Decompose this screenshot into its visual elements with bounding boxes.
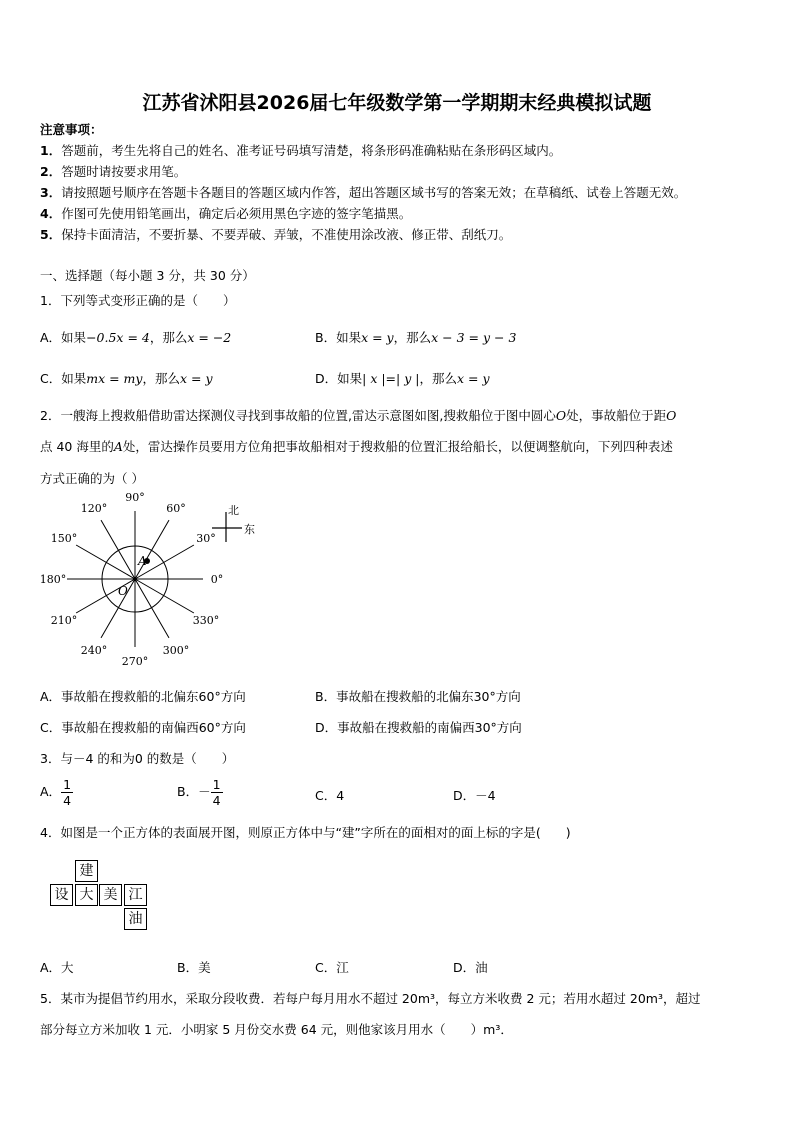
radar-ray bbox=[76, 545, 135, 579]
question-1-stem: 1．下列等式变形正确的是（ ） bbox=[40, 293, 236, 308]
compass-east-label: 东 bbox=[244, 523, 255, 536]
option-text: D．如果 bbox=[315, 371, 363, 386]
math-expr: x − 3 = y − 3 bbox=[431, 330, 517, 345]
fraction-denominator: 4 bbox=[63, 793, 72, 808]
q3-option-c: C．4 bbox=[315, 788, 345, 803]
note-text: 保持卡面清洁，不要折暴、不要弄破、弄皱，不准使用涂改液、修正带、刮纸刀。 bbox=[61, 227, 512, 242]
radar-ray bbox=[135, 579, 194, 613]
radar-angle-label: 90° bbox=[125, 491, 145, 504]
fraction-denominator: 4 bbox=[212, 793, 221, 808]
math-expr: x = y bbox=[180, 371, 213, 386]
section-heading: 一、选择题（每小题 3 分，共 30 分） bbox=[40, 268, 255, 283]
fraction bbox=[211, 777, 223, 808]
notes-heading: 注意事项： bbox=[40, 122, 103, 137]
option-text: ，那么 bbox=[419, 371, 457, 386]
radar-ray bbox=[135, 579, 169, 638]
q3-option-d: D．－4 bbox=[453, 788, 496, 803]
q2-option-b: B．事故船在搜救船的北偏东30°方向 bbox=[315, 689, 521, 704]
note-item-5 bbox=[40, 225, 511, 243]
cube-face-you: 油 bbox=[124, 908, 147, 930]
fraction-numerator: 1 bbox=[212, 777, 221, 792]
math-expr: x = y bbox=[361, 330, 394, 345]
question-text: 2．一艘海上搜救船借助雷达探测仪寻找到事故船的位置,雷达示意图如图,搜救船位于图中圆心 bbox=[40, 408, 556, 423]
radar-angle-label: 150° bbox=[50, 532, 78, 545]
note-num: 1． bbox=[40, 143, 62, 158]
compass-icon bbox=[206, 500, 266, 550]
compass-north-label: 北 bbox=[228, 504, 239, 517]
radar-angle-label: 300° bbox=[162, 644, 190, 657]
question-text: 处，事故船位于距 bbox=[566, 408, 667, 423]
radar-ray bbox=[101, 520, 135, 579]
note-num: 4． bbox=[40, 206, 62, 221]
radar-angle-label: 210° bbox=[50, 614, 78, 627]
note-item-4 bbox=[40, 204, 411, 222]
q4-option-d: D．油 bbox=[453, 960, 488, 975]
question-2-line-3: 方式正确的为（ ） bbox=[40, 471, 144, 486]
math-expr: x = −2 bbox=[187, 330, 232, 345]
math-expr: A bbox=[113, 439, 123, 454]
option-text: A．如果 bbox=[40, 330, 87, 345]
cube-face-jian: 建 bbox=[75, 860, 98, 882]
question-5-line-2: 部分每立方米加收 1 元．小明家 5 月份交水费 64 元，则他家该月用水（ ）m³． bbox=[40, 1022, 513, 1037]
question-text: 处，雷达操作员要用方位角把事故船相对于搜救船的位置汇报给船长，以便调整航向，下列四种表述 bbox=[122, 439, 673, 454]
math-expr: x = y bbox=[456, 371, 490, 386]
math-expr: −0.5x = 4 bbox=[86, 330, 150, 345]
page-title: 江苏省沭阳县2026届七年级数学第一学期期末经典模拟试题 bbox=[142, 92, 652, 114]
q3-option-a bbox=[40, 775, 73, 809]
q2-option-c: C．事故船在搜救船的南偏西60°方向 bbox=[40, 720, 246, 735]
question-3-stem: 3．与－4 的和为0 的数是（ ） bbox=[40, 751, 235, 766]
question-2-line-1 bbox=[40, 406, 676, 424]
question-2-line-2 bbox=[40, 437, 673, 455]
note-item-2 bbox=[40, 162, 186, 180]
note-text: 请按照题号顺序在答题卡各题目的答题区域内作答，超出答题区域书写的答案无效；在草稿纸、试卷上答题无效。 bbox=[61, 185, 687, 200]
math-expr: mx = my bbox=[86, 371, 143, 386]
question-5-line-1: 5．某市为提倡节约用水，采取分段收费．若每户每月用水不超过 20m³，每立方米收费 2 元；若用水超过 20m³，超过 bbox=[40, 991, 701, 1006]
radar-angle-label: 270° bbox=[121, 655, 149, 668]
q2-option-d: D．事故船在搜救船的南偏西30°方向 bbox=[315, 720, 522, 735]
note-num: 5． bbox=[40, 227, 62, 242]
cube-face-mei: 美 bbox=[99, 884, 122, 906]
q4-option-a: A．大 bbox=[40, 960, 74, 975]
q4-option-b: B．美 bbox=[177, 960, 211, 975]
note-item-1 bbox=[40, 141, 561, 159]
math-expr: O bbox=[555, 408, 567, 423]
radar-angle-label: 30° bbox=[196, 532, 216, 545]
q1-option-b bbox=[315, 328, 516, 346]
note-num: 3． bbox=[40, 185, 62, 200]
math-expr: | x |=| y | bbox=[362, 371, 420, 386]
fraction-numerator: 1 bbox=[63, 777, 72, 792]
q1-option-d bbox=[315, 369, 490, 387]
question-4-stem: 4．如图是一个正方体的表面展开图，则原正方体中与“建”字所在的面相对的面上标的字是( ) bbox=[40, 825, 571, 840]
minus-sign: － bbox=[198, 784, 211, 799]
option-text: C．如果 bbox=[40, 371, 87, 386]
radar-angle-label: 60° bbox=[166, 502, 186, 515]
point-a-label: A bbox=[138, 554, 147, 568]
radar-rays bbox=[67, 511, 203, 647]
cube-face-she: 设 bbox=[50, 884, 73, 906]
radar-angle-label: 120° bbox=[80, 502, 108, 515]
radar-ray bbox=[135, 520, 169, 579]
option-text: ，那么 bbox=[149, 330, 188, 345]
radar-angle-label: 330° bbox=[192, 614, 220, 627]
cube-face-da: 大 bbox=[75, 884, 98, 906]
cube-face-jiang: 江 bbox=[124, 884, 147, 906]
option-text: B．如果 bbox=[315, 330, 362, 345]
q1-option-c bbox=[40, 369, 213, 387]
question-text: 点 40 海里的 bbox=[40, 439, 114, 454]
note-text: 答题时请按要求用笔。 bbox=[61, 164, 187, 179]
radar-angle-label: 180° bbox=[39, 573, 67, 586]
note-text: 作图可先使用铅笔画出，确定后必须用黑色字迹的签字笔描黑。 bbox=[61, 206, 412, 221]
note-item-3 bbox=[40, 183, 686, 201]
q2-option-a: A．事故船在搜救船的北偏东60°方向 bbox=[40, 689, 246, 704]
q3-option-b bbox=[177, 775, 223, 809]
option-label: A． bbox=[40, 784, 62, 799]
radar-angle-label: 240° bbox=[80, 644, 108, 657]
option-label: B． bbox=[177, 784, 199, 799]
fraction bbox=[61, 777, 73, 808]
radar-angle-label: 0° bbox=[210, 573, 224, 586]
option-text: ，那么 bbox=[142, 371, 180, 386]
center-o-label: O bbox=[118, 584, 128, 598]
note-text: 答题前，考生先将自己的姓名、准考证号码填写清楚，将条形码准确粘贴在条形码区域内。 bbox=[61, 143, 562, 158]
option-text: ，那么 bbox=[393, 330, 432, 345]
q1-option-a bbox=[40, 328, 231, 346]
math-expr: O bbox=[666, 408, 677, 423]
note-num: 2． bbox=[40, 164, 62, 179]
q4-option-c: C．江 bbox=[315, 960, 349, 975]
